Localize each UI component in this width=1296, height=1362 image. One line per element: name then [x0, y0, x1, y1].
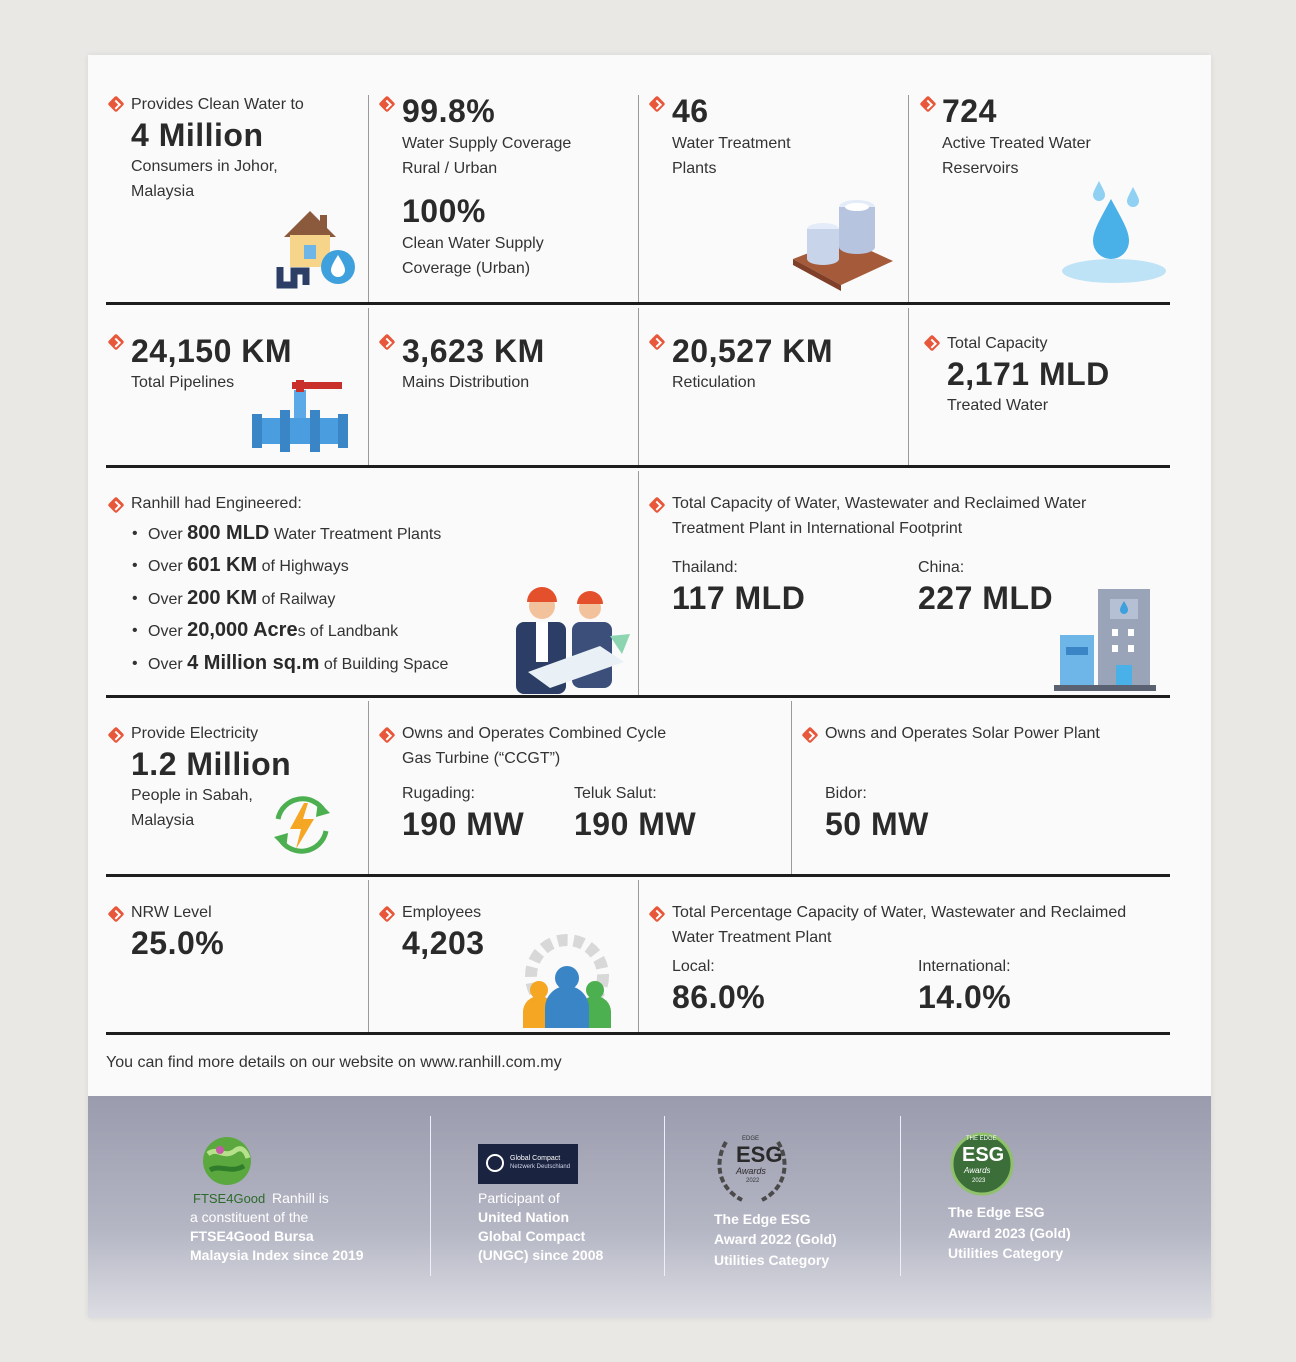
- list-item: • Over 200 KM of Railway: [132, 583, 448, 615]
- nrw-value: 25.0%: [131, 925, 225, 961]
- china-label: China:: [918, 559, 965, 576]
- row-electricity: [106, 701, 1170, 877]
- plants-label2: Plants: [672, 160, 717, 177]
- bullet-icon: [108, 96, 125, 113]
- coverage-value1: 99.8%: [402, 93, 496, 129]
- ccgt-title2: Gas Turbine (“CCGT”): [402, 750, 561, 767]
- bullet-icon: [108, 497, 125, 514]
- bidor-value: 50 MW: [825, 806, 929, 842]
- bullet-icon: [379, 334, 396, 351]
- list-item: • Over 601 KM of Highways: [132, 550, 448, 582]
- cell-mains: [368, 308, 638, 465]
- nrw-label: NRW Level: [131, 904, 212, 921]
- esg2023-line3: Utilities Category: [948, 1245, 1064, 1261]
- ftse4good-globe-icon: [202, 1136, 252, 1186]
- plants-label1: Water Treatment: [672, 135, 791, 152]
- coverage-value2: 100%: [402, 193, 486, 229]
- mains-label: Mains Distribution: [402, 374, 530, 391]
- bullet-icon: [379, 727, 396, 744]
- international-title1: Total Capacity of Water, Wastewater and Reclaimed Water: [672, 495, 1087, 512]
- cell-international: [638, 471, 1170, 695]
- electricity-value: 1.2 Million: [131, 746, 292, 782]
- ungc-line1: Participant of: [478, 1190, 560, 1206]
- esg2022-line1: The Edge ESG: [714, 1211, 811, 1227]
- bullet-icon: [649, 334, 666, 351]
- cell-nrw: [106, 880, 368, 1032]
- consumers-value: 4 Million: [131, 117, 264, 153]
- house-water-icon: [276, 205, 358, 291]
- esg2022-logo-year: 2022: [746, 1178, 760, 1184]
- un-globe-icon: [486, 1154, 504, 1172]
- list-item: • Over 20,000 Acres of Landbank: [132, 615, 448, 647]
- esg2022-line3: Utilities Category: [714, 1252, 830, 1268]
- coverage-label1b: Rural / Urban: [402, 160, 498, 177]
- row-misc: [106, 880, 1170, 1035]
- reticulation-value: 20,527 KM: [672, 333, 834, 369]
- esg2022-logo-top: EDGE: [742, 1136, 760, 1142]
- bidor-label: Bidor:: [825, 785, 867, 802]
- engineers-icon: [514, 576, 632, 694]
- bullet-icon: [108, 906, 125, 923]
- ungc-logo: [478, 1144, 578, 1184]
- reticulation-label: Reticulation: [672, 374, 756, 391]
- esg2023-logo-year: 2023: [972, 1178, 986, 1184]
- cell-employees: [368, 880, 638, 1032]
- ftse-line2: a constituent of the: [190, 1209, 309, 1225]
- esg2022-line2: Award 2022 (Gold): [714, 1231, 837, 1247]
- ungc-logo-line2: Netzwerk Deutschland: [510, 1164, 571, 1170]
- esg2022-logo-main: ESG: [736, 1142, 783, 1167]
- ftse-logo-text: FTSE4Good: [193, 1191, 266, 1206]
- esg2023-logo-main: ESG: [962, 1144, 1005, 1166]
- cell-consumers: [106, 95, 368, 302]
- cell-electricity-people: [106, 701, 368, 874]
- bullet-icon: [379, 96, 396, 113]
- cell-reservoirs: [908, 95, 1170, 302]
- bullet-icon: [649, 96, 666, 113]
- award-divider: [900, 1116, 901, 1276]
- percentage-title2: Water Treatment Plant: [672, 929, 832, 946]
- coverage-label1a: Water Supply Coverage: [402, 135, 572, 152]
- ccgt-title1: Owns and Operates Combined Cycle: [402, 725, 667, 742]
- esg2023-line2: Award 2023 (Gold): [948, 1225, 1071, 1241]
- ungc-line2: United Nation: [478, 1209, 569, 1225]
- cell-engineered: [106, 471, 638, 695]
- bullet-icon: [802, 727, 819, 744]
- award-divider: [664, 1116, 665, 1276]
- thailand-value: 117 MLD: [672, 580, 806, 616]
- bullet-icon: [920, 96, 937, 113]
- pipelines-total-value: 24,150 KM: [131, 333, 293, 369]
- esg2023-logo-sub: Awards: [964, 1166, 991, 1175]
- water-drop-icon: [1059, 181, 1169, 291]
- website-note: You can find more details on our website on www.ranhill.com.my: [106, 1054, 562, 1071]
- international-title2: Treatment Plant in International Footprint: [672, 520, 963, 537]
- water-tank-icon: [789, 195, 895, 291]
- ungc-logo-line1: Global Compact: [510, 1155, 561, 1162]
- capacity-pre: Total Capacity: [947, 335, 1048, 352]
- cell-solar: [791, 701, 1170, 874]
- bullet-icon: [379, 906, 396, 923]
- bullet-icon: [924, 335, 941, 352]
- esg2023-logo-top: THE EDGE: [966, 1136, 997, 1142]
- rugading-label: Rugading:: [402, 785, 475, 802]
- international-value: 14.0%: [918, 979, 1012, 1015]
- bullet-icon: [108, 334, 125, 351]
- rugading-value: 190 MW: [402, 806, 525, 842]
- coverage-label2a: Clean Water Supply: [402, 235, 544, 252]
- cell-percentage: [638, 880, 1170, 1032]
- reservoirs-value: 724: [942, 93, 997, 129]
- cell-total-pipelines: [106, 308, 368, 465]
- cell-capacity: [908, 308, 1170, 465]
- local-value: 86.0%: [672, 979, 766, 1015]
- list-item: • Over 4 Million sq.m of Building Space: [132, 648, 448, 680]
- pipelines-total-label: Total Pipelines: [131, 374, 235, 391]
- coverage-label2b: Coverage (Urban): [402, 260, 531, 277]
- employees-label: Employees: [402, 904, 482, 921]
- renewable-energy-icon: [268, 789, 336, 861]
- plants-value: 46: [672, 93, 709, 129]
- employees-value: 4,203: [402, 925, 485, 961]
- awards-band: [88, 1096, 1211, 1318]
- team-gear-icon: [519, 938, 615, 1030]
- ftse-line4: Malaysia Index since 2019: [190, 1247, 364, 1263]
- ftse-line3: FTSE4Good Bursa: [190, 1228, 314, 1244]
- capacity-post: Treated Water: [947, 397, 1049, 414]
- treatment-building-icon: [1054, 589, 1156, 693]
- international-label: International:: [918, 958, 1011, 975]
- esg2023-line1: The Edge ESG: [948, 1204, 1045, 1220]
- teluk-salut-label: Teluk Salut:: [574, 785, 657, 802]
- reservoirs-label2: Reservoirs: [942, 160, 1019, 177]
- list-item: • Over 800 MLD Water Treatment Plants: [132, 518, 448, 550]
- thailand-label: Thailand:: [672, 559, 738, 576]
- ungc-line4: (UNGC) since 2008: [478, 1247, 604, 1263]
- cell-plants: [638, 95, 908, 302]
- consumers-post2: Malaysia: [131, 183, 195, 200]
- bullet-icon: [108, 727, 125, 744]
- engineered-title: Ranhill had Engineered:: [131, 495, 302, 512]
- row-water: [106, 95, 1170, 305]
- ftse-line1: Ranhill is: [272, 1190, 329, 1206]
- china-value: 227 MLD: [918, 580, 1054, 616]
- teluk-salut-value: 190 MW: [574, 806, 697, 842]
- esg2022-logo-sub: Awards: [736, 1166, 766, 1176]
- cell-coverage: [368, 95, 638, 302]
- bullet-icon: [649, 497, 666, 514]
- capacity-value: 2,171 MLD: [947, 356, 1110, 392]
- cell-ccgt: [368, 701, 791, 874]
- cell-reticulation: [638, 308, 908, 465]
- percentage-title1: Total Percentage Capacity of Water, Wastewater and Reclaimed: [672, 904, 1127, 921]
- row-pipelines: [106, 308, 1170, 468]
- pipe-valve-icon: [252, 380, 348, 452]
- electricity-pre: Provide Electricity: [131, 725, 259, 742]
- bullet-icon: [649, 906, 666, 923]
- consumers-post1: Consumers in Johor,: [131, 158, 278, 175]
- mains-value: 3,623 KM: [402, 333, 545, 369]
- reservoirs-label1: Active Treated Water: [942, 135, 1091, 152]
- award-divider: [430, 1116, 431, 1276]
- electricity-post1: People in Sabah,: [131, 787, 253, 804]
- consumers-pre: Provides Clean Water to: [131, 96, 304, 113]
- row-engineered: [106, 471, 1170, 698]
- ungc-line3: Global Compact: [478, 1228, 586, 1244]
- local-label: Local:: [672, 958, 715, 975]
- solar-title: Owns and Operates Solar Power Plant: [825, 725, 1100, 742]
- engineered-list: [132, 518, 448, 680]
- electricity-post2: Malaysia: [131, 812, 195, 829]
